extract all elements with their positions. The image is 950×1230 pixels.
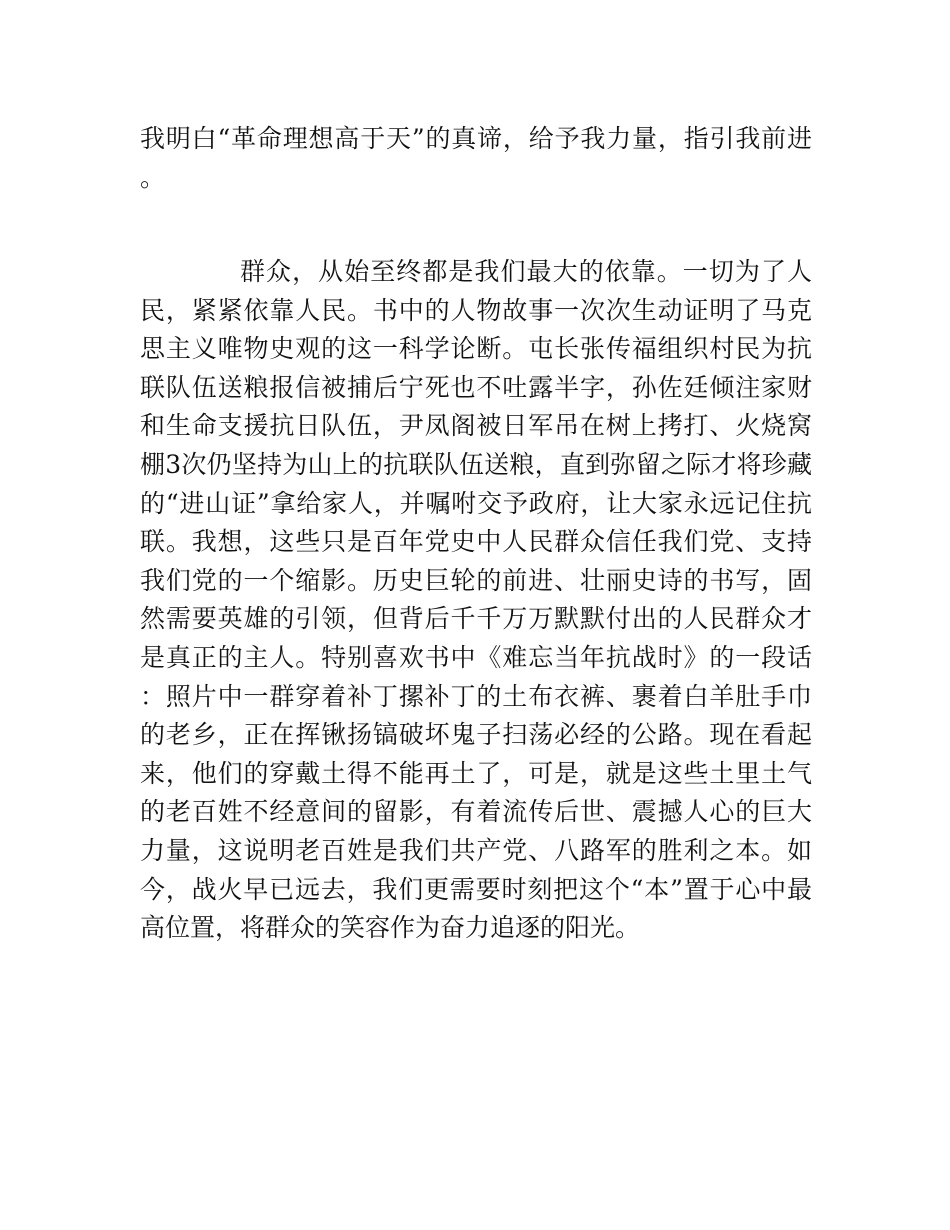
paragraph-2: 群众，从始至终都是我们最大的依靠。一切为了人民，紧紧依靠人民。书中的人物故事一次次生动证明了马克思主义唯物史观的这一科学论断。屯长张传福组织村民为抗联队伍送粮报信被捕后宁死也不吐露半字，孙佐廷倾注家财和生命支援抗日队伍，尹凤阁被日军吊在树上拷打、火烧窝棚3次仍坚持为山上的抗联队伍送粮，直到弥留之际才将珍藏的“进山证”拿给家人，并嘱咐交予政府，让大家永远记住抗联。我想，这些只是百年党史中人民群众信任我们党、支持我们党的一个缩影。历史巨轮的前进、壮丽史诗的书写，固然需要英雄的引领，但背后千千万万默默付出的人民群众才是真正的主人。特别喜欢书中《难忘当年抗战时》的一段话：照片中一群穿着补丁摞补丁的土布衣裤、裹着白羊肚手巾的老乡，正在挥锹扬镐破坏鬼子扫荡必经的公路。现在看起来，他们的穿戴土得不能再土了，可是，就是这些土里土气的老百姓不经意间的留影，有着流传后世、震撼人心的巨大力量，这说明老百姓是我们共产党、八路军的胜利之本。如今，战火早已远去，我们更需要时刻把这个“本”置于心中最高位置，将群众的笑容作为奋力追逐的阳光。 bbox=[140, 257, 812, 943]
paragraph-1: 我明白“革命理想高于天”的真谛，给予我力量，指引我前进。 bbox=[140, 124, 812, 192]
